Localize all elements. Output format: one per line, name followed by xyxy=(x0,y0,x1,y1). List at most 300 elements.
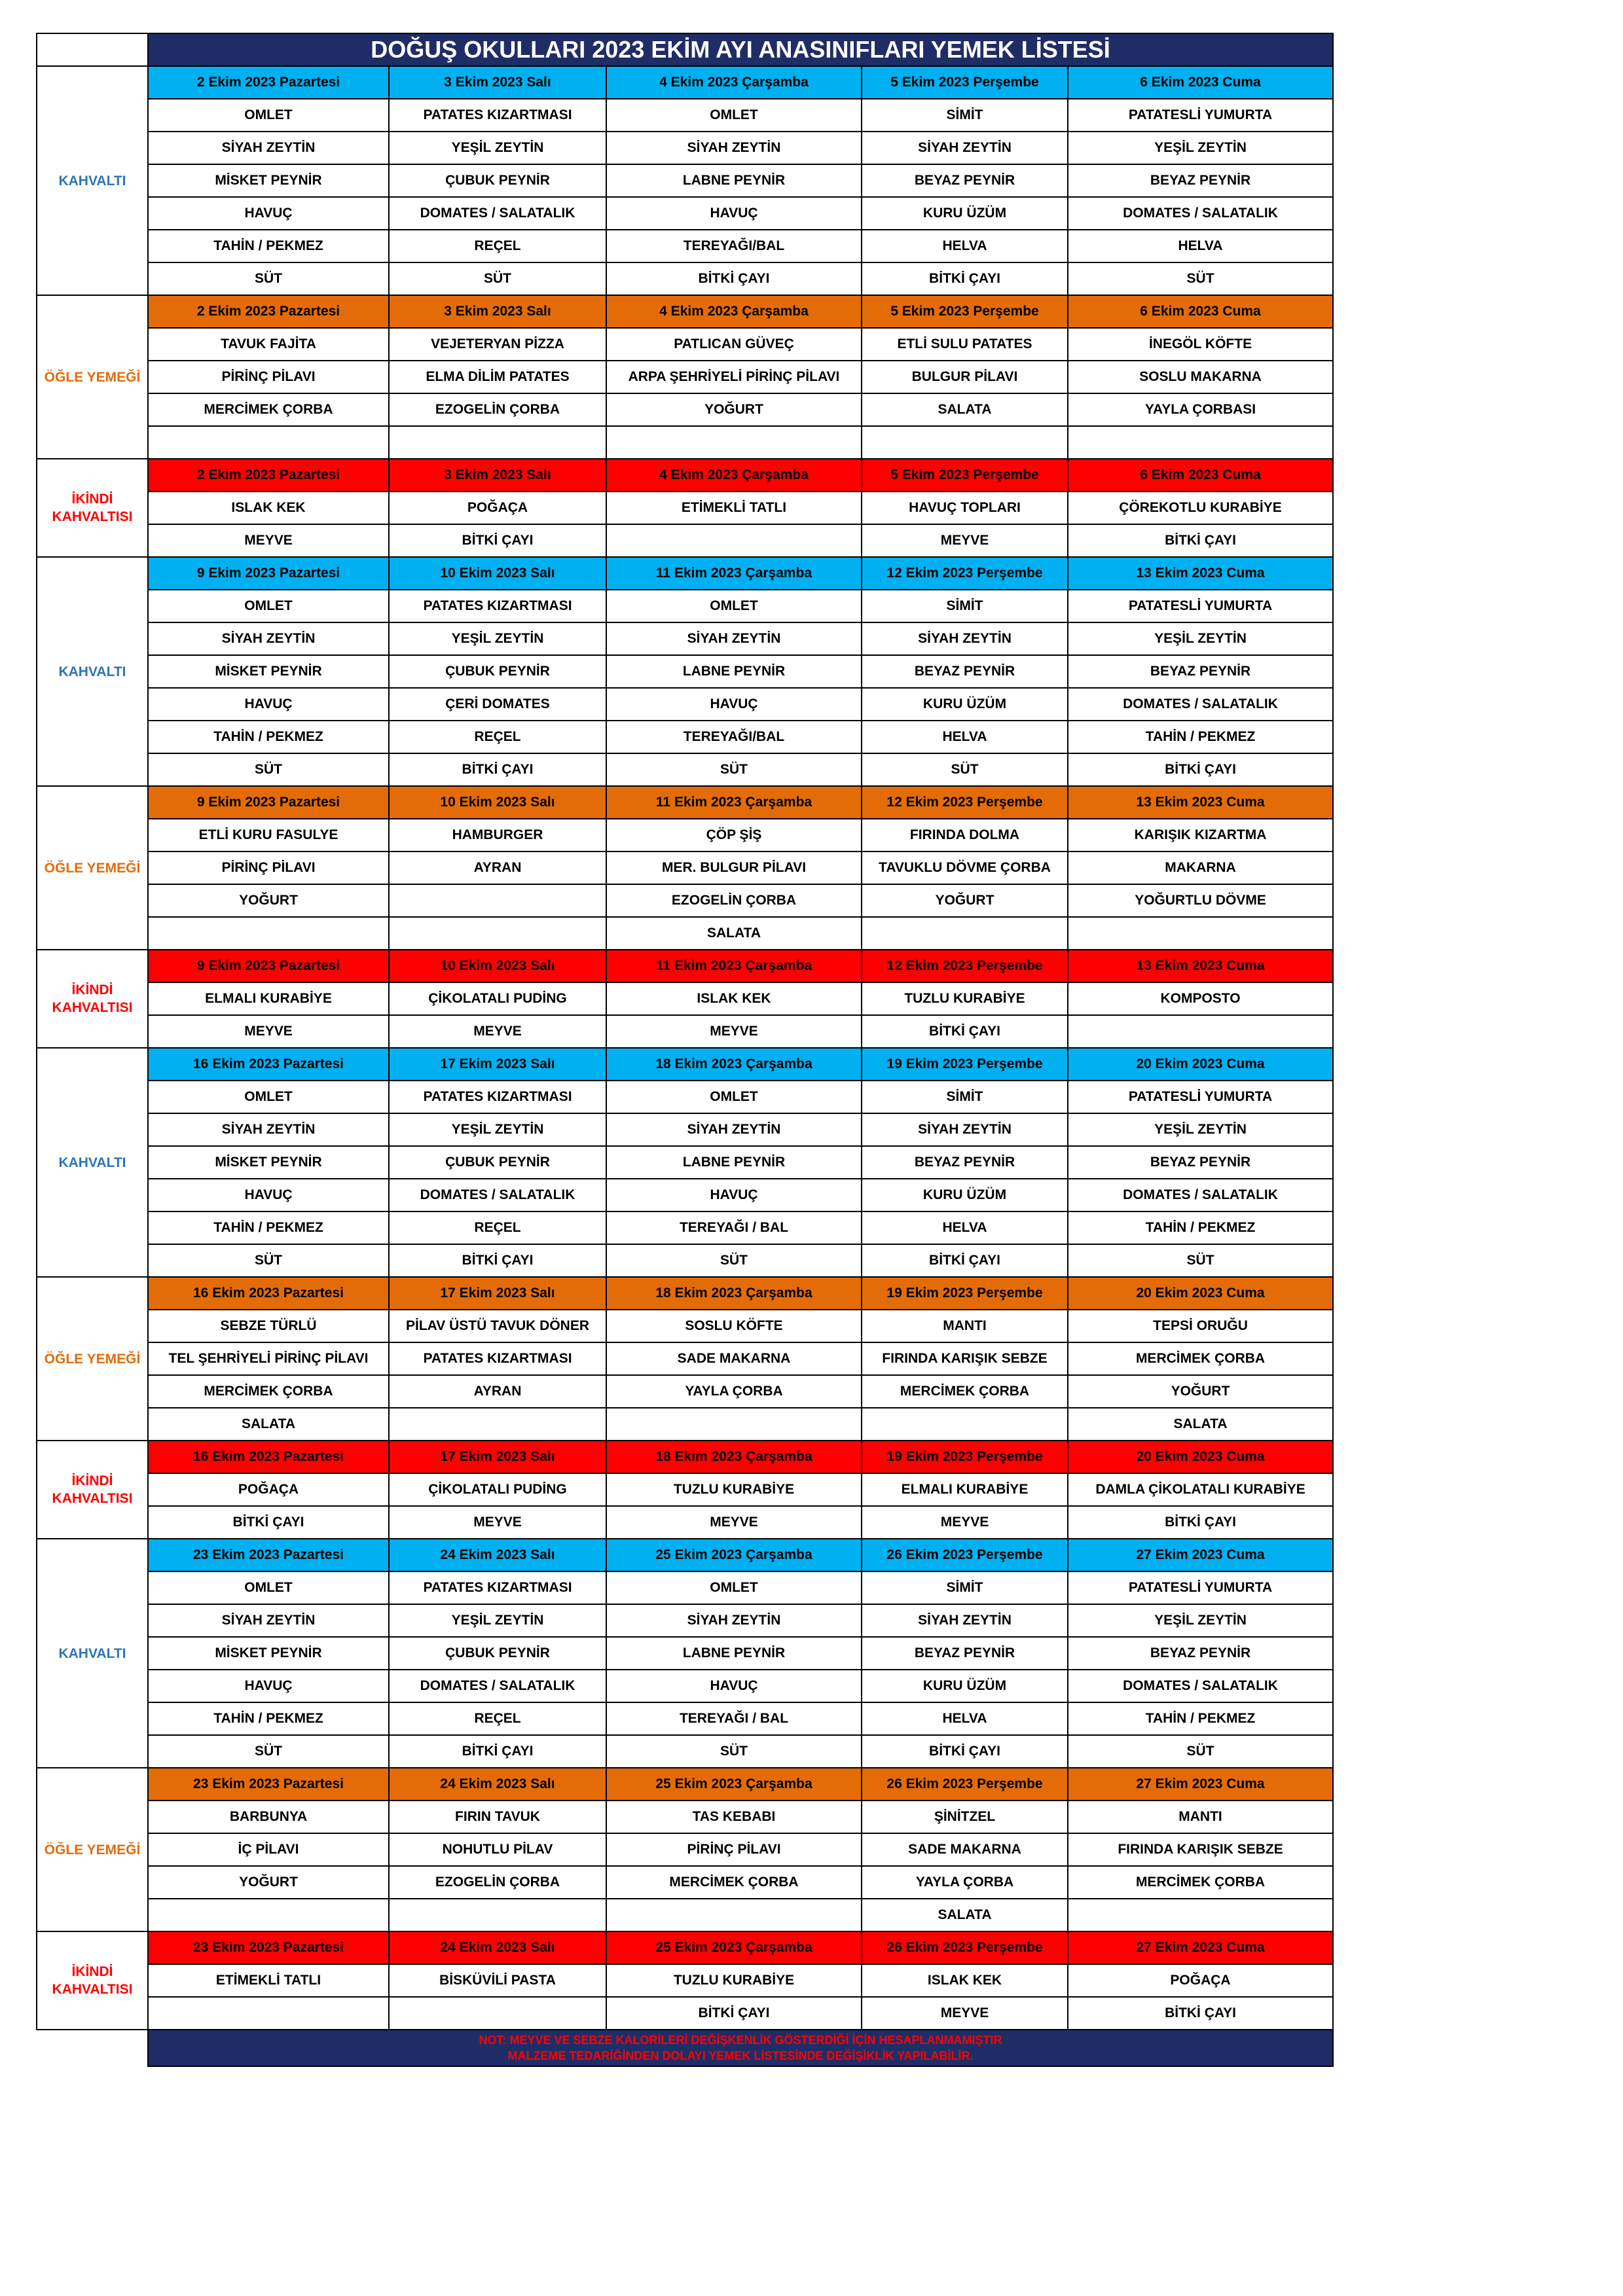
menu-item-cell: PATATES KIZARTMASI xyxy=(389,1342,606,1375)
menu-item-cell: PATATES KIZARTMASI xyxy=(389,590,606,622)
menu-item-cell: TEREYAĞI/BAL xyxy=(606,721,862,753)
footer-note xyxy=(148,2030,1333,2066)
menu-item-cell: BİTKİ ÇAYI xyxy=(389,1735,606,1768)
menu-item-cell xyxy=(862,426,1068,459)
menu-item-cell: TAHİN / PEKMEZ xyxy=(148,1702,389,1735)
meal-label-ikindi xyxy=(37,950,148,1048)
menu-item-cell: SALATA xyxy=(1068,1408,1333,1441)
menu-item-cell: HAVUÇ xyxy=(606,1179,862,1211)
table-row xyxy=(37,982,1333,1015)
date-header-cell: 25 Ekim 2023 Çarşamba xyxy=(606,1539,862,1571)
menu-item-cell: OMLET xyxy=(606,1571,862,1604)
menu-item-cell: TAVUKLU DÖVME ÇORBA xyxy=(862,852,1068,884)
table-row xyxy=(37,917,1333,950)
menu-table-body xyxy=(37,33,1333,2066)
menu-item-cell: ELMA DİLİM PATATES xyxy=(389,361,606,393)
section-header-row xyxy=(37,557,1333,590)
date-header-cell: 2 Ekim 2023 Pazartesi xyxy=(148,66,389,99)
menu-item-cell: PATATESLİ YUMURTA xyxy=(1068,590,1333,622)
date-header-cell: 18 Ekim 2023 Çarşamba xyxy=(606,1441,862,1473)
section-header-row xyxy=(37,950,1333,982)
menu-item-cell: SÜT xyxy=(148,1735,389,1768)
meal-label-kahvalti: KAHVALTI xyxy=(37,66,148,295)
title-row xyxy=(37,33,1333,66)
menu-item-cell: MERCİMEK ÇORBA xyxy=(862,1375,1068,1408)
menu-item-cell: ETİMEKLİ TATLI xyxy=(606,492,862,524)
menu-item-cell: FIRIN TAVUK xyxy=(389,1801,606,1833)
menu-item-cell: MEYVE xyxy=(862,524,1068,557)
menu-item-cell: KURU ÜZÜM xyxy=(862,197,1068,230)
menu-item-cell: KURU ÜZÜM xyxy=(862,1179,1068,1211)
menu-item-cell xyxy=(389,917,606,950)
menu-item-cell: YOĞURT xyxy=(606,393,862,426)
menu-item-cell: POĞAÇA xyxy=(1068,1964,1333,1997)
menu-item-cell: HELVA xyxy=(862,1211,1068,1244)
menu-item-cell: YOĞURT xyxy=(1068,1375,1333,1408)
menu-item-cell: YEŞİL ZEYTİN xyxy=(389,622,606,655)
menu-item-cell: BARBUNYA xyxy=(148,1801,389,1833)
menu-item-cell: PATATES KIZARTMASI xyxy=(389,99,606,132)
menu-item-cell: FIRINDA DOLMA xyxy=(862,819,1068,852)
menu-item-cell: TAHİN / PEKMEZ xyxy=(1068,721,1333,753)
menu-item-cell: REÇEL xyxy=(389,1211,606,1244)
date-header-cell: 13 Ekim 2023 Cuma xyxy=(1068,557,1333,590)
menu-item-cell: YEŞİL ZEYTİN xyxy=(389,1604,606,1637)
meal-label-kahvalti: KAHVALTI xyxy=(37,1539,148,1768)
menu-item-cell: TUZLU KURABİYE xyxy=(606,1964,862,1997)
date-header-cell: 12 Ekim 2023 Perşembe xyxy=(862,786,1068,819)
date-header-cell: 12 Ekim 2023 Perşembe xyxy=(862,950,1068,982)
menu-item-cell xyxy=(1068,426,1333,459)
menu-item-cell: ÇUBUK PEYNİR xyxy=(389,1146,606,1179)
menu-item-cell xyxy=(862,917,1068,950)
menu-item-cell: SÜT xyxy=(1068,1735,1333,1768)
menu-item-cell: SÜT xyxy=(606,753,862,786)
menu-item-cell: HELVA xyxy=(1068,230,1333,262)
table-row xyxy=(37,230,1333,262)
table-row xyxy=(37,1899,1333,1931)
menu-item-cell: SALATA xyxy=(862,1899,1068,1931)
menu-item-cell: YEŞİL ZEYTİN xyxy=(389,1113,606,1146)
menu-item-cell xyxy=(606,426,862,459)
menu-item-cell: HAVUÇ xyxy=(606,688,862,721)
menu-item-cell: MERCİMEK ÇORBA xyxy=(1068,1342,1333,1375)
menu-item-cell: BİTKİ ÇAYI xyxy=(1068,524,1333,557)
menu-item-cell xyxy=(389,1899,606,1931)
menu-item-cell: HAVUÇ xyxy=(148,1670,389,1702)
menu-item-cell xyxy=(148,917,389,950)
menu-item-cell: PİRİNÇ PİLAVI xyxy=(606,1833,862,1866)
date-header-cell: 11 Ekim 2023 Çarşamba xyxy=(606,786,862,819)
menu-item-cell: HAVUÇ xyxy=(148,688,389,721)
section-header-row xyxy=(37,1441,1333,1473)
menu-item-cell: DOMATES / SALATALIK xyxy=(1068,1670,1333,1702)
menu-item-cell: MEYVE xyxy=(389,1015,606,1048)
menu-item-cell: SİMİT xyxy=(862,1081,1068,1113)
date-header-cell: 5 Ekim 2023 Perşembe xyxy=(862,66,1068,99)
menu-item-cell xyxy=(862,1408,1068,1441)
menu-item-cell xyxy=(389,1408,606,1441)
table-row xyxy=(37,393,1333,426)
menu-item-cell: FIRINDA KARIŞIK SEBZE xyxy=(862,1342,1068,1375)
menu-item-cell: BİTKİ ÇAYI xyxy=(1068,1997,1333,2030)
menu-item-cell: BİTKİ ÇAYI xyxy=(862,1735,1068,1768)
meal-label-ikindi-line2: KAHVALTISI xyxy=(52,1982,133,1997)
table-row xyxy=(37,99,1333,132)
menu-item-cell: ARPA ŞEHRİYELİ PİRİNÇ PİLAVI xyxy=(606,361,862,393)
menu-item-cell xyxy=(606,1899,862,1931)
date-header-cell: 4 Ekim 2023 Çarşamba xyxy=(606,295,862,328)
date-header-cell: 13 Ekim 2023 Cuma xyxy=(1068,950,1333,982)
menu-item-cell: TAHİN / PEKMEZ xyxy=(1068,1211,1333,1244)
table-row xyxy=(37,262,1333,295)
menu-item-cell: ISLAK KEK xyxy=(606,982,862,1015)
menu-item-cell: SÜT xyxy=(148,753,389,786)
meal-label-ogle: ÖĞLE YEMEĞİ xyxy=(37,295,148,459)
table-row xyxy=(37,622,1333,655)
menu-item-cell: PİRİNÇ PİLAVI xyxy=(148,361,389,393)
table-row xyxy=(37,197,1333,230)
menu-item-cell: SİYAH ZEYTİN xyxy=(606,132,862,164)
meal-label-ogle: ÖĞLE YEMEĞİ xyxy=(37,1277,148,1441)
page-title: DOĞUŞ OKULLARI 2023 EKİM AYI ANASINIFLARI YEMEK LİSTESİ xyxy=(148,33,1333,66)
menu-item-cell: MERCİMEK ÇORBA xyxy=(1068,1866,1333,1899)
menu-item-cell: ETLİ SULU PATATES xyxy=(862,328,1068,361)
menu-item-cell: ÇÖP ŞİŞ xyxy=(606,819,862,852)
menu-item-cell xyxy=(606,1408,862,1441)
menu-item-cell: HELVA xyxy=(862,1702,1068,1735)
menu-item-cell: YEŞİL ZEYTİN xyxy=(1068,1113,1333,1146)
menu-item-cell: TUZLU KURABİYE xyxy=(862,982,1068,1015)
date-header-cell: 27 Ekim 2023 Cuma xyxy=(1068,1768,1333,1801)
menu-item-cell: MEYVE xyxy=(148,524,389,557)
date-header-cell: 5 Ekim 2023 Perşembe xyxy=(862,459,1068,492)
table-row xyxy=(37,1801,1333,1833)
date-header-cell: 16 Ekim 2023 Pazartesi xyxy=(148,1441,389,1473)
table-row xyxy=(37,1375,1333,1408)
menu-item-cell: YAYLA ÇORBASI xyxy=(1068,393,1333,426)
menu-item-cell: OMLET xyxy=(148,590,389,622)
menu-item-cell: LABNE PEYNİR xyxy=(606,164,862,197)
date-header-cell: 6 Ekim 2023 Cuma xyxy=(1068,66,1333,99)
menu-item-cell: PİLAV ÜSTÜ TAVUK DÖNER xyxy=(389,1310,606,1342)
menu-item-cell: PATLICAN GÜVEÇ xyxy=(606,328,862,361)
table-row xyxy=(37,884,1333,917)
menu-item-cell: YAYLA ÇORBA xyxy=(862,1866,1068,1899)
menu-item-cell: SÜT xyxy=(1068,262,1333,295)
table-row xyxy=(37,1015,1333,1048)
menu-item-cell: BEYAZ PEYNİR xyxy=(862,1637,1068,1670)
menu-item-cell: SİMİT xyxy=(862,99,1068,132)
menu-item-cell: SİYAH ZEYTİN xyxy=(606,1113,862,1146)
title-blank-cell xyxy=(37,33,148,66)
meal-label-ogle: ÖĞLE YEMEĞİ xyxy=(37,1768,148,1931)
meal-label-ikindi-line2: KAHVALTISI xyxy=(52,509,133,524)
table-row xyxy=(37,1735,1333,1768)
menu-item-cell: SİMİT xyxy=(862,1571,1068,1604)
table-row xyxy=(37,721,1333,753)
menu-item-cell: KURU ÜZÜM xyxy=(862,1670,1068,1702)
menu-item-cell: PATATESLİ YUMURTA xyxy=(1068,1571,1333,1604)
meal-label-ikindi xyxy=(37,1441,148,1539)
menu-item-cell: MAKARNA xyxy=(1068,852,1333,884)
menu-item-cell: MANTI xyxy=(862,1310,1068,1342)
table-row xyxy=(37,688,1333,721)
menu-item-cell: REÇEL xyxy=(389,1702,606,1735)
menu-item-cell: TEREYAĞI / BAL xyxy=(606,1702,862,1735)
menu-item-cell: VEJETERYAN PİZZA xyxy=(389,328,606,361)
menu-item-cell: SİYAH ZEYTİN xyxy=(606,1604,862,1637)
menu-item-cell: BİTKİ ÇAYI xyxy=(389,753,606,786)
menu-item-cell: OMLET xyxy=(148,99,389,132)
menu-item-cell: ISLAK KEK xyxy=(862,1964,1068,1997)
menu-item-cell: OMLET xyxy=(148,1571,389,1604)
menu-item-cell: EZOGELİN ÇORBA xyxy=(389,1866,606,1899)
meal-label-ikindi-line1: İKİNDİ xyxy=(71,492,113,507)
menu-item-cell: ÇUBUK PEYNİR xyxy=(389,655,606,688)
date-header-cell: 6 Ekim 2023 Cuma xyxy=(1068,459,1333,492)
footer-note-line1: NOT: MEYVE VE SEBZE KALORİLERİ DEĞİŞKENLİK GÖSTERDİĞİ İÇİN HESAPLANMAMIŞTIR xyxy=(479,2034,1002,2047)
date-header-cell: 4 Ekim 2023 Çarşamba xyxy=(606,459,862,492)
menu-item-cell: DOMATES / SALATALIK xyxy=(389,197,606,230)
date-header-cell: 17 Ekim 2023 Salı xyxy=(389,1048,606,1081)
menu-item-cell xyxy=(148,1899,389,1931)
menu-item-cell: POĞAÇA xyxy=(389,492,606,524)
table-row xyxy=(37,1964,1333,1997)
menu-item-cell: SOSLU KÖFTE xyxy=(606,1310,862,1342)
table-row xyxy=(37,1342,1333,1375)
menu-item-cell: SÜT xyxy=(606,1244,862,1277)
menu-item-cell: BEYAZ PEYNİR xyxy=(1068,655,1333,688)
date-header-cell: 24 Ekim 2023 Salı xyxy=(389,1768,606,1801)
menu-item-cell: REÇEL xyxy=(389,721,606,753)
date-header-cell: 20 Ekim 2023 Cuma xyxy=(1068,1441,1333,1473)
menu-item-cell: BİTKİ ÇAYI xyxy=(862,1244,1068,1277)
date-header-cell: 6 Ekim 2023 Cuma xyxy=(1068,295,1333,328)
date-header-cell: 25 Ekim 2023 Çarşamba xyxy=(606,1931,862,1964)
date-header-cell: 4 Ekim 2023 Çarşamba xyxy=(606,66,862,99)
table-row xyxy=(37,1637,1333,1670)
menu-item-cell xyxy=(606,524,862,557)
menu-item-cell: PATATESLİ YUMURTA xyxy=(1068,1081,1333,1113)
menu-item-cell: DOMATES / SALATALIK xyxy=(1068,197,1333,230)
date-header-cell: 25 Ekim 2023 Çarşamba xyxy=(606,1768,862,1801)
table-row xyxy=(37,1244,1333,1277)
date-header-cell: 27 Ekim 2023 Cuma xyxy=(1068,1931,1333,1964)
menu-item-cell: SÜT xyxy=(1068,1244,1333,1277)
menu-item-cell: SİYAH ZEYTİN xyxy=(606,622,862,655)
footer-note-line2: MALZEME TEDARİĞİNDEN DOLAYI YEMEK LİSTESİNDE DEĞİŞİKLİK YAPILABİLİR. xyxy=(507,2049,974,2062)
menu-item-cell: TUZLU KURABİYE xyxy=(606,1473,862,1506)
menu-item-cell: OMLET xyxy=(148,1081,389,1113)
menu-item-cell: SİYAH ZEYTİN xyxy=(862,622,1068,655)
menu-item-cell: SÜT xyxy=(606,1735,862,1768)
menu-item-cell: EZOGELİN ÇORBA xyxy=(606,884,862,917)
menu-item-cell: ETLİ KURU FASULYE xyxy=(148,819,389,852)
menu-item-cell: BİTKİ ÇAYI xyxy=(1068,1506,1333,1539)
date-header-cell: 26 Ekim 2023 Perşembe xyxy=(862,1931,1068,1964)
date-header-cell: 17 Ekim 2023 Salı xyxy=(389,1441,606,1473)
menu-item-cell: ÇÖREKOTLU KURABİYE xyxy=(1068,492,1333,524)
menu-item-cell: MEYVE xyxy=(862,1506,1068,1539)
menu-item-cell: MEYVE xyxy=(862,1997,1068,2030)
menu-item-cell: KURU ÜZÜM xyxy=(862,688,1068,721)
menu-item-cell: YOĞURT xyxy=(148,884,389,917)
menu-item-cell: MİSKET PEYNİR xyxy=(148,164,389,197)
menu-item-cell: MEYVE xyxy=(389,1506,606,1539)
menu-item-cell: SALATA xyxy=(606,917,862,950)
menu-item-cell: SİYAH ZEYTİN xyxy=(148,622,389,655)
meal-label-ogle: ÖĞLE YEMEĞİ xyxy=(37,786,148,950)
menu-item-cell: ÇUBUK PEYNİR xyxy=(389,164,606,197)
date-header-cell: 12 Ekim 2023 Perşembe xyxy=(862,557,1068,590)
menu-item-cell: DOMATES / SALATALIK xyxy=(1068,688,1333,721)
date-header-cell: 23 Ekim 2023 Pazartesi xyxy=(148,1539,389,1571)
date-header-cell: 11 Ekim 2023 Çarşamba xyxy=(606,557,862,590)
date-header-cell: 3 Ekim 2023 Salı xyxy=(389,66,606,99)
meal-label-ikindi-line1: İKİNDİ xyxy=(71,1964,113,1979)
meal-label-ikindi xyxy=(37,1931,148,2030)
section-header-row xyxy=(37,1048,1333,1081)
menu-item-cell: OMLET xyxy=(606,1081,862,1113)
date-header-cell: 3 Ekim 2023 Salı xyxy=(389,459,606,492)
table-row xyxy=(37,852,1333,884)
menu-item-cell: EZOGELİN ÇORBA xyxy=(389,393,606,426)
menu-item-cell: SEBZE TÜRLÜ xyxy=(148,1310,389,1342)
menu-item-cell: YEŞİL ZEYTİN xyxy=(389,132,606,164)
date-header-cell: 24 Ekim 2023 Salı xyxy=(389,1539,606,1571)
menu-item-cell: HELVA xyxy=(862,721,1068,753)
table-row xyxy=(37,753,1333,786)
menu-item-cell: SALATA xyxy=(148,1408,389,1441)
date-header-cell: 26 Ekim 2023 Perşembe xyxy=(862,1539,1068,1571)
menu-item-cell: TAHİN / PEKMEZ xyxy=(1068,1702,1333,1735)
date-header-cell: 10 Ekim 2023 Salı xyxy=(389,557,606,590)
menu-item-cell: AYRAN xyxy=(389,852,606,884)
menu-item-cell: TAHİN / PEKMEZ xyxy=(148,721,389,753)
menu-item-cell: HAVUÇ TOPLARI xyxy=(862,492,1068,524)
menu-item-cell: DAMLA ÇİKOLATALI KURABİYE xyxy=(1068,1473,1333,1506)
menu-item-cell: SOSLU MAKARNA xyxy=(1068,361,1333,393)
menu-item-cell: İNEGÖL KÖFTE xyxy=(1068,328,1333,361)
menu-item-cell: SİYAH ZEYTİN xyxy=(148,132,389,164)
menu-item-cell: YEŞİL ZEYTİN xyxy=(1068,622,1333,655)
menu-item-cell: BEYAZ PEYNİR xyxy=(862,1146,1068,1179)
menu-item-cell: YAYLA ÇORBA xyxy=(606,1375,862,1408)
menu-item-cell: MİSKET PEYNİR xyxy=(148,1146,389,1179)
table-row xyxy=(37,1211,1333,1244)
menu-item-cell: ELMALI KURABİYE xyxy=(862,1473,1068,1506)
table-row xyxy=(37,524,1333,557)
menu-item-cell: TEPSİ ORUĞU xyxy=(1068,1310,1333,1342)
menu-item-cell: LABNE PEYNİR xyxy=(606,1146,862,1179)
table-row xyxy=(37,426,1333,459)
table-row xyxy=(37,328,1333,361)
date-header-cell: 20 Ekim 2023 Cuma xyxy=(1068,1048,1333,1081)
menu-item-cell: SADE MAKARNA xyxy=(606,1342,862,1375)
date-header-cell: 17 Ekim 2023 Salı xyxy=(389,1277,606,1310)
menu-item-cell: ÇİKOLATALI PUDİNG xyxy=(389,1473,606,1506)
menu-item-cell: HAVUÇ xyxy=(606,197,862,230)
menu-item-cell xyxy=(1068,1015,1333,1048)
menu-item-cell: POĞAÇA xyxy=(148,1473,389,1506)
table-row xyxy=(37,1670,1333,1702)
menu-item-cell: BEYAZ PEYNİR xyxy=(1068,164,1333,197)
menu-item-cell: SALATA xyxy=(862,393,1068,426)
date-header-cell: 20 Ekim 2023 Cuma xyxy=(1068,1277,1333,1310)
meal-label-ikindi-line1: İKİNDİ xyxy=(71,982,113,997)
menu-item-cell: BİTKİ ÇAYI xyxy=(606,262,862,295)
menu-item-cell: SÜT xyxy=(862,753,1068,786)
meal-label-kahvalti: KAHVALTI xyxy=(37,557,148,786)
menu-item-cell xyxy=(148,426,389,459)
date-header-cell: 9 Ekim 2023 Pazartesi xyxy=(148,557,389,590)
menu-item-cell: SİYAH ZEYTİN xyxy=(148,1604,389,1637)
menu-item-cell xyxy=(389,884,606,917)
date-header-cell: 10 Ekim 2023 Salı xyxy=(389,950,606,982)
menu-item-cell: LABNE PEYNİR xyxy=(606,655,862,688)
menu-item-cell: HAVUÇ xyxy=(148,1179,389,1211)
menu-item-cell: MERCİMEK ÇORBA xyxy=(148,1375,389,1408)
menu-item-cell: SİYAH ZEYTİN xyxy=(862,132,1068,164)
table-row xyxy=(37,492,1333,524)
menu-item-cell: KARIŞIK KIZARTMA xyxy=(1068,819,1333,852)
section-header-row xyxy=(37,1539,1333,1571)
menu-item-cell: DOMATES / SALATALIK xyxy=(389,1670,606,1702)
date-header-cell: 11 Ekim 2023 Çarşamba xyxy=(606,950,862,982)
menu-item-cell: HAVUÇ xyxy=(606,1670,862,1702)
menu-item-cell: DOMATES / SALATALIK xyxy=(1068,1179,1333,1211)
menu-item-cell: TAHİN / PEKMEZ xyxy=(148,1211,389,1244)
date-header-cell: 13 Ekim 2023 Cuma xyxy=(1068,786,1333,819)
footer-row xyxy=(37,2030,1333,2066)
meal-label-ikindi-line2: KAHVALTISI xyxy=(52,1491,133,1506)
menu-item-cell: MİSKET PEYNİR xyxy=(148,1637,389,1670)
table-row xyxy=(37,1146,1333,1179)
menu-item-cell: ÇERİ DOMATES xyxy=(389,688,606,721)
table-row xyxy=(37,1997,1333,2030)
menu-item-cell: PİRİNÇ PİLAVI xyxy=(148,852,389,884)
menu-item-cell: MERCİMEK ÇORBA xyxy=(148,393,389,426)
section-header-row xyxy=(37,786,1333,819)
menu-item-cell: SİMİT xyxy=(862,590,1068,622)
meal-label-ikindi-line1: İKİNDİ xyxy=(71,1473,113,1488)
section-header-row xyxy=(37,1768,1333,1801)
menu-item-cell: MEYVE xyxy=(148,1015,389,1048)
menu-item-cell: BEYAZ PEYNİR xyxy=(862,164,1068,197)
meal-label-ikindi xyxy=(37,459,148,557)
menu-item-cell: BİTKİ ÇAYI xyxy=(1068,753,1333,786)
menu-table xyxy=(36,33,1334,2067)
date-header-cell: 19 Ekim 2023 Perşembe xyxy=(862,1277,1068,1310)
date-header-cell: 3 Ekim 2023 Salı xyxy=(389,295,606,328)
menu-item-cell: BİTKİ ÇAYI xyxy=(389,1244,606,1277)
menu-item-cell xyxy=(389,426,606,459)
menu-item-cell: SADE MAKARNA xyxy=(862,1833,1068,1866)
menu-item-cell: BİTKİ ÇAYI xyxy=(862,1015,1068,1048)
meal-label-ikindi-line2: KAHVALTISI xyxy=(52,1000,133,1015)
menu-item-cell: HAVUÇ xyxy=(148,197,389,230)
menu-item-cell: KOMPOSTO xyxy=(1068,982,1333,1015)
menu-item-cell: MERCİMEK ÇORBA xyxy=(606,1866,862,1899)
table-row xyxy=(37,1310,1333,1342)
date-header-cell: 16 Ekim 2023 Pazartesi xyxy=(148,1277,389,1310)
menu-item-cell: TEREYAĞI/BAL xyxy=(606,230,862,262)
menu-item-cell: ISLAK KEK xyxy=(148,492,389,524)
table-row xyxy=(37,132,1333,164)
menu-item-cell: ŞİNİTZEL xyxy=(862,1801,1068,1833)
menu-item-cell: ELMALI KURABİYE xyxy=(148,982,389,1015)
